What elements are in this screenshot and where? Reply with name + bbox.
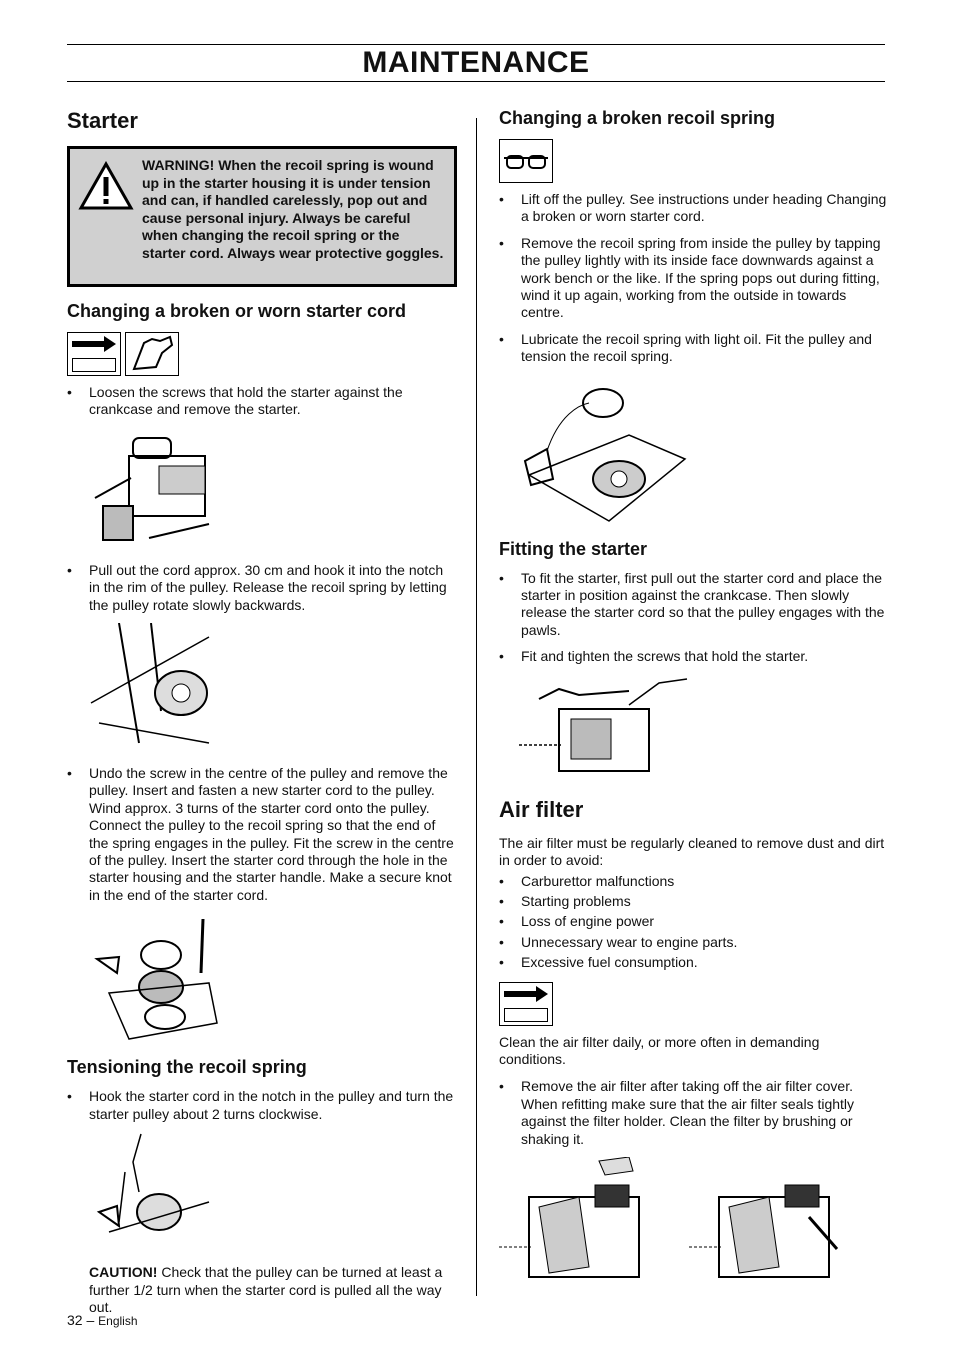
list-item: • Remove the air filter after taking off the air filter cover. When refitting make sure that the air filter seals tightly against the filter holder. Clean the filter by brushing or shaking it. (499, 1078, 887, 1148)
page-header (67, 44, 885, 82)
air-icons (499, 982, 887, 1026)
tensioning-illustration (89, 1132, 219, 1246)
arrow-icon (67, 332, 121, 376)
list-item: • Lubricate the recoil spring with light oil. Fit the pulley and tension the recoil spring. (499, 331, 887, 366)
list-item: • Remove the recoil spring from inside the pulley by tapping the pulley lightly with its inside face downwards against a work bench or the like. If the spring pops out during fitting, wind it up again, working from the outside in towards centre. (499, 235, 887, 322)
right-column (499, 108, 887, 1281)
fitting-list (499, 570, 887, 666)
air-filter-removed-illustration (689, 1157, 859, 1281)
list-item: • Starting problems (499, 893, 887, 910)
list-item: • Loss of engine power (499, 913, 887, 930)
air-filter-illustrations (499, 1157, 887, 1281)
list-item: • Carburettor malfunctions (499, 873, 887, 890)
footer-language: English (98, 1314, 138, 1328)
spring-heading: Changing a broken recoil spring (499, 108, 776, 128)
spring-icons (499, 139, 887, 183)
fitting-starter-illustration (519, 675, 689, 779)
warning-box (67, 146, 457, 287)
cord-heading: Changing a broken or worn starter cord (67, 301, 407, 321)
left-column (67, 108, 457, 1316)
air-filter-heading: Air filter (499, 796, 584, 822)
list-item: • Unnecessary wear to engine parts. (499, 934, 887, 951)
page-number: 32 – (67, 1312, 95, 1328)
glove-icon (125, 332, 179, 376)
arrow-icon (499, 982, 553, 1026)
recoil-spring-illustration (519, 375, 689, 525)
page-footer (67, 1312, 138, 1328)
page-title: MAINTENANCE (362, 46, 590, 79)
air-filter-cover-illustration (499, 1157, 669, 1281)
tension-heading: Tensioning the recoil spring (67, 1057, 307, 1078)
list-item: • To fit the starter, first pull out the starter cord and place the starter in position against the crankcase. Then slowly release the starter cord so that the pulley engages with the pawls. (499, 570, 887, 640)
list-item: • Pull out the cord approx. 30 cm and hook it into the notch in the rim of the pulley. Release the recoil spring by letting the pulley rotate slowly backwards. (67, 562, 457, 614)
air-clean-text: Clean the air filter daily, or more often in demanding conditions. (499, 1033, 820, 1067)
pulley-assembly-illustration (89, 913, 229, 1043)
cord-list (67, 384, 457, 419)
warning-text: WARNING! When the recoil spring is wound up in the starter housing it is under tension and can, if handled carelessly, pop out and cause personal injury. Always be careful when changing the recoil spring or the starter cord. Always wear protective goggles. (142, 157, 444, 261)
cord-list-2 (67, 562, 457, 614)
cord-icons (67, 332, 457, 376)
column-divider (476, 118, 477, 1296)
caution-label: CAUTION! (89, 1264, 158, 1281)
starter-heading: Starter (67, 108, 138, 133)
list-item: • Lift off the pulley. See instructions under heading Changing a broken or worn starter cord. (499, 191, 887, 226)
fitting-heading: Fitting the starter (499, 538, 648, 559)
list-item: • Loosen the screws that hold the starter against the crankcase and remove the starter. (67, 384, 457, 419)
goggles-icon (499, 139, 553, 183)
tension-list (67, 1088, 457, 1123)
cord-notch-illustration (89, 623, 229, 753)
air-intro: The air filter must be regularly cleaned to remove dust and dirt in order to avoid: (499, 834, 885, 869)
spring-list (499, 191, 887, 366)
caution-note (67, 1264, 457, 1316)
caution-text: Check that the pulley can be turned at least a further 1/2 turn when the starter cord is pulled all the way out. (89, 1264, 443, 1315)
list-item: • Undo the screw in the centre of the pulley and remove the pulley. Insert and fasten a new starter cord to the pulley. Wind approx. 3 turns of the starter cord onto the pulley. Connect the pulley to the recoil spring so that the end of the spring engages in the pulley. Fit the screw in the centre of the pulley. Insert the starter cord through the hole in the starter housing and the starter handle. Make a secure knot in the end of the starter cord. (67, 765, 457, 904)
cord-list-3 (67, 765, 457, 904)
list-item: • Excessive fuel consumption. (499, 954, 887, 971)
air-problems-list (499, 873, 887, 972)
list-item: • Fit and tighten the screws that hold the starter. (499, 648, 887, 665)
starter-removal-illustration (89, 428, 219, 550)
list-item: • Hook the starter cord in the notch in the pulley and turn the starter pulley about 2 turns clockwise. (67, 1088, 457, 1123)
warning-icon (78, 161, 134, 211)
air-steps-list (499, 1078, 887, 1148)
